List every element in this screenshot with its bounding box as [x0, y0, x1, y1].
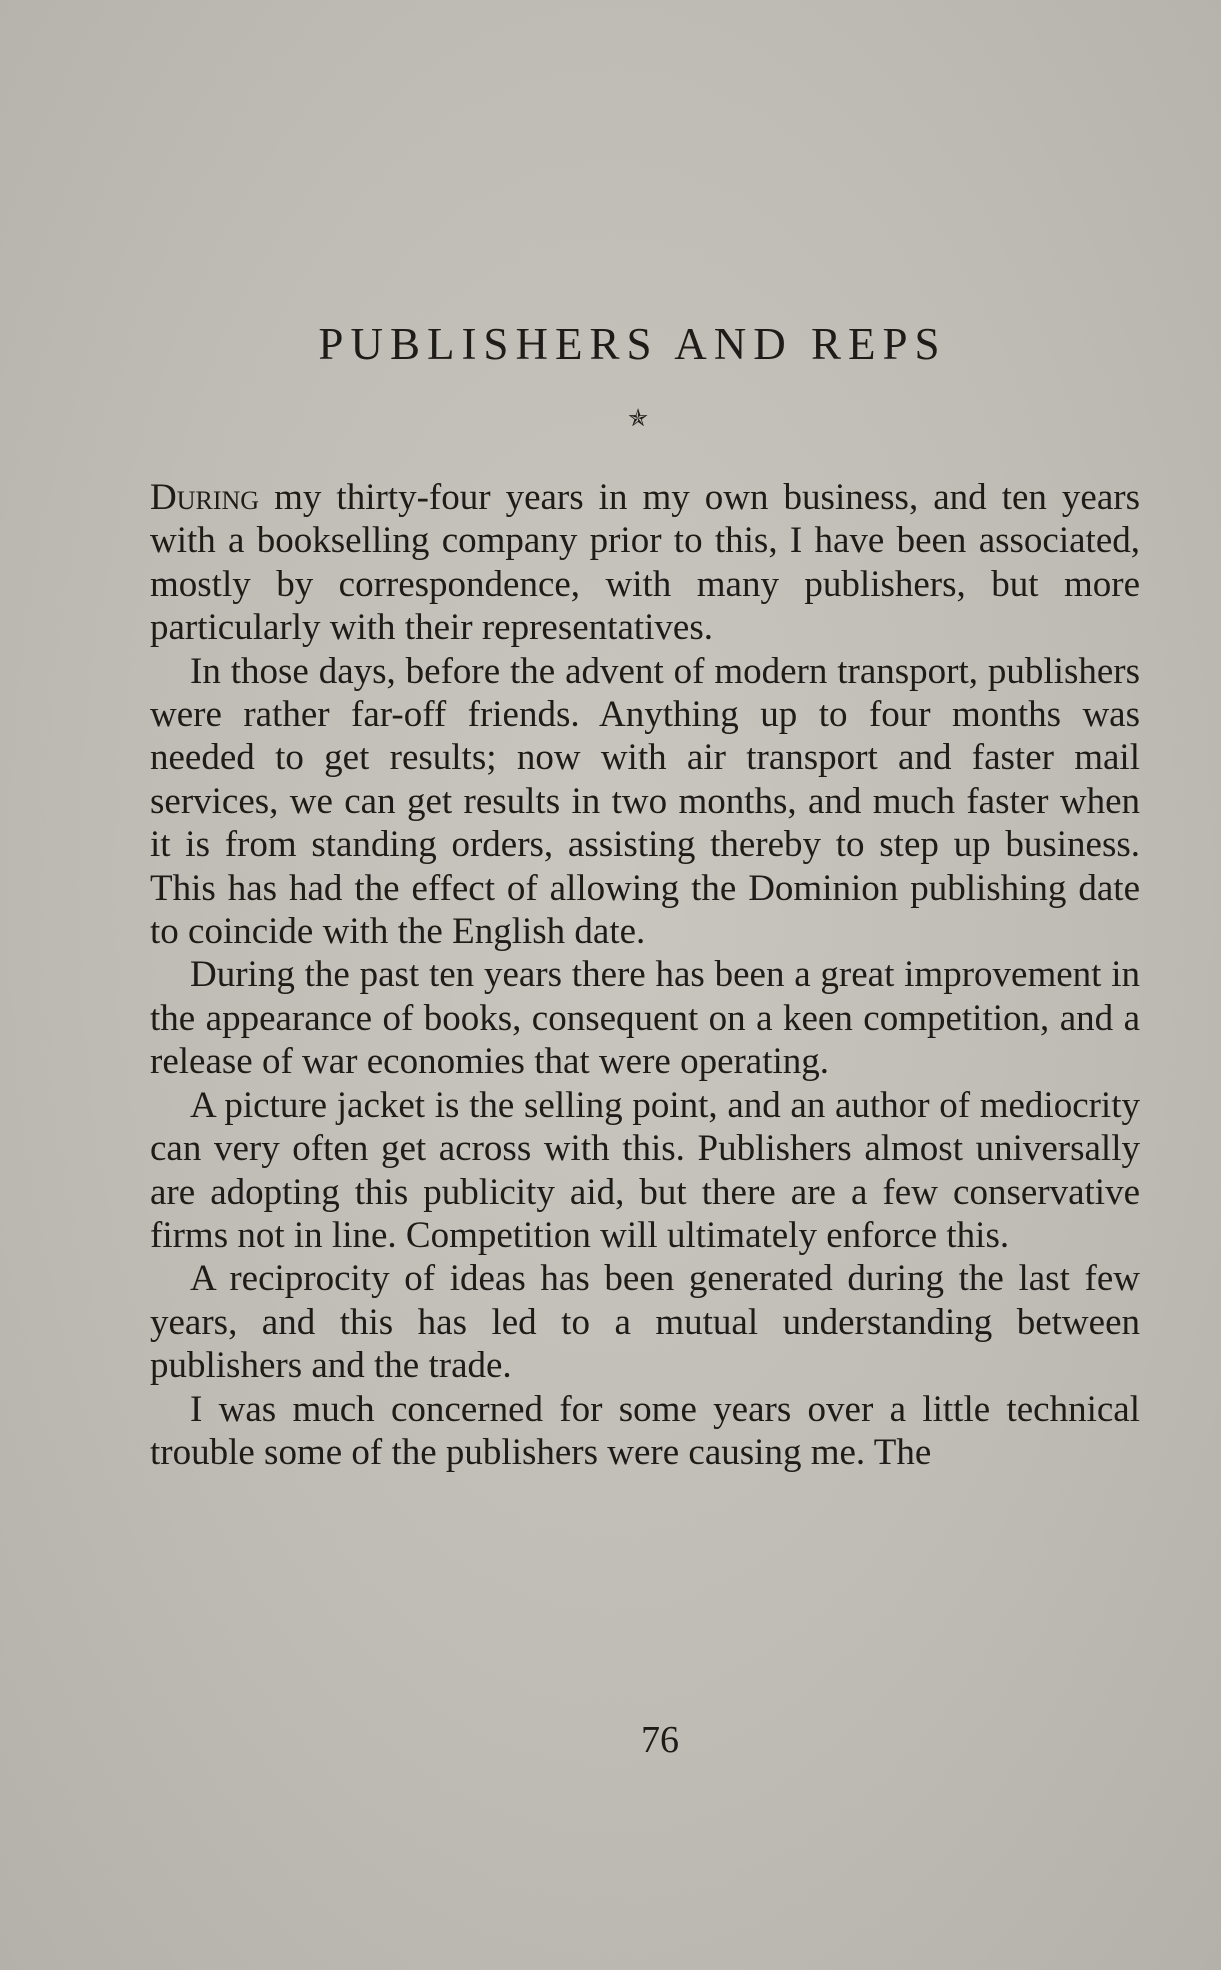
chapter-title: PUBLISHERS AND REPS — [318, 319, 947, 369]
star-ornament-icon: ✯ — [628, 406, 649, 432]
paragraph-3: During the past ten years there has been a great improvement in the appearance of books, consequent on a keen competition, and a release of war economies that were operating. — [150, 954, 1140, 1083]
page-number: 76 — [641, 1719, 679, 1761]
drop-word: During — [150, 477, 260, 518]
paragraph-1 — [150, 476, 1140, 650]
paragraph-5: A reciprocity of ideas has been generated during the last few years, and this has led to a mutual understanding between publishers and the trade. — [150, 1258, 1140, 1387]
paragraph-2: In those days, before the advent of modern transport, publishers were rather far-off friends. Anything up to four months was needed to get results; now with air transport and faster mail services, we can get results in two months, and much faster when it is from standing orders, assisting thereby to step up business. This has had the effect of allowing the Dominion publishing date to coincide with the English date. — [150, 650, 1140, 953]
paragraph-1-text: my thirty-four years in my own business, and ten years with a bookselling company prior to this, I have been associated, mostly by correspondence, with many publishers, but more particularly with their representatives. — [150, 477, 1140, 649]
body-text — [150, 476, 1140, 1474]
paragraph-6: I was much concerned for some years over a little technical trouble some of the publishers were causing me. The — [150, 1388, 1140, 1473]
paragraph-4: A picture jacket is the selling point, and an author of mediocrity can very often get across with this. Publishers almost universally are adopting this publicity aid, but there are a few conservative firms not in line. Competition will ultimately enforce this. — [150, 1084, 1140, 1256]
